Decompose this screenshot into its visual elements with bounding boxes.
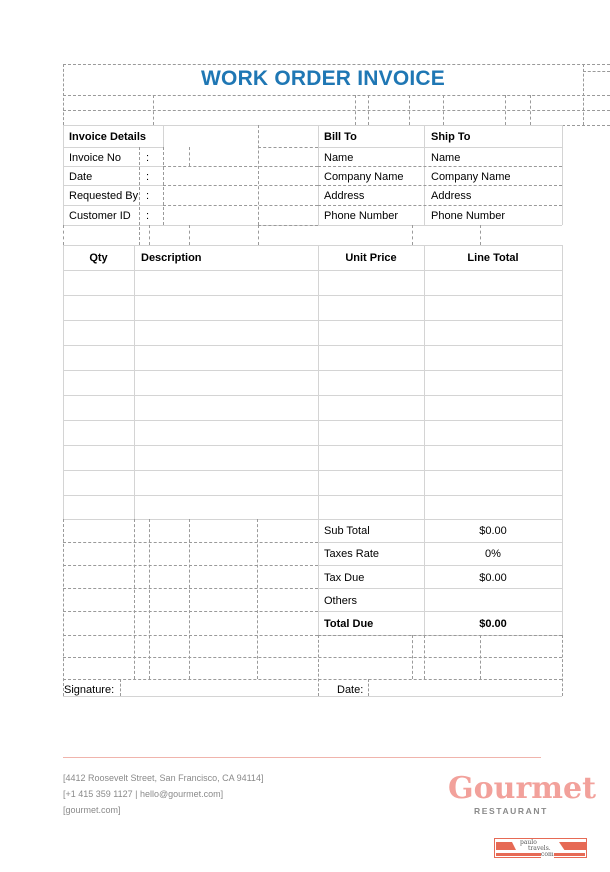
tax-due-label: Tax Due bbox=[324, 572, 365, 584]
bill-to-heading: Bill To bbox=[324, 131, 357, 143]
customer-id-sep: : bbox=[146, 210, 150, 222]
gourmet-logo: Gourmet bbox=[448, 771, 596, 806]
ship-to-name[interactable]: Name bbox=[431, 152, 461, 164]
grid-line bbox=[318, 542, 562, 543]
grid-line bbox=[409, 95, 410, 125]
ship-to-heading: Ship To bbox=[431, 131, 471, 143]
grid-line bbox=[134, 519, 135, 679]
date-signature-field[interactable] bbox=[369, 680, 562, 696]
grid-line bbox=[480, 635, 481, 679]
grid-line bbox=[258, 225, 318, 226]
invoice-no-field[interactable] bbox=[164, 148, 318, 166]
date-sep: : bbox=[146, 171, 150, 183]
grid-line bbox=[355, 95, 356, 125]
line-total-header: Line Total bbox=[467, 252, 519, 264]
others-label: Others bbox=[324, 595, 358, 607]
description-header: Description bbox=[141, 252, 202, 264]
footer-divider bbox=[63, 757, 541, 758]
footer-website[interactable]: [gourmet.com] bbox=[63, 805, 121, 815]
bill-to-company[interactable]: Company Name bbox=[324, 171, 404, 183]
total-due-label: Total Due bbox=[324, 618, 374, 630]
badge-text-3: com bbox=[541, 851, 554, 858]
grid-line bbox=[318, 635, 319, 696]
customer-id-label: Customer ID bbox=[69, 210, 131, 222]
customer-id-field[interactable] bbox=[164, 206, 318, 225]
grid-line bbox=[63, 64, 64, 125]
invoice-no-label: Invoice No bbox=[69, 152, 121, 164]
grid-line bbox=[149, 519, 150, 679]
watermark-badge bbox=[494, 838, 587, 858]
unit-price-header: Unit Price bbox=[345, 252, 397, 264]
grid-line bbox=[318, 147, 562, 148]
footer-address: [4412 Roosevelt Street, San Francisco, CA 94114] bbox=[63, 773, 264, 783]
grid-line bbox=[424, 635, 425, 679]
grid-line bbox=[63, 110, 610, 111]
grid-line bbox=[63, 64, 610, 65]
grid-line bbox=[318, 205, 562, 206]
grid-line bbox=[63, 245, 562, 246]
grid-line bbox=[63, 125, 64, 225]
grid-line bbox=[63, 635, 318, 636]
grid-line bbox=[562, 125, 563, 225]
badge-text-2: travels. bbox=[528, 845, 551, 852]
bill-to-name[interactable]: Name bbox=[324, 152, 354, 164]
badge-stripe-right bbox=[559, 842, 586, 850]
badge-stripe-left bbox=[496, 842, 516, 850]
grid-line bbox=[63, 147, 163, 148]
subtotal-label: Sub Total bbox=[324, 525, 370, 537]
grid-line bbox=[318, 565, 562, 566]
invoice-details-heading: Invoice Details bbox=[69, 131, 147, 143]
subtotal-value: $0.00 bbox=[479, 525, 507, 537]
grid-line bbox=[412, 225, 413, 245]
grid-line bbox=[149, 225, 150, 245]
footer-contact: [+1 415 359 1127 | hello@gourmet.com] bbox=[63, 789, 224, 799]
item-row[interactable] bbox=[64, 271, 562, 295]
grid-line bbox=[63, 125, 562, 126]
grid-line bbox=[318, 588, 562, 589]
grid-line bbox=[318, 611, 562, 612]
grid-line bbox=[139, 147, 140, 245]
grid-line bbox=[63, 185, 163, 186]
grid-line bbox=[412, 635, 413, 679]
grid-line bbox=[562, 635, 563, 696]
tax-rate-value[interactable]: 0% bbox=[485, 548, 501, 560]
title-block bbox=[63, 64, 583, 96]
grid-line bbox=[163, 125, 164, 147]
item-row[interactable] bbox=[64, 396, 562, 420]
ship-to-company[interactable]: Company Name bbox=[431, 171, 511, 183]
bill-to-phone[interactable]: Phone Number bbox=[324, 210, 398, 222]
grid-line bbox=[562, 245, 563, 635]
grid-line bbox=[318, 166, 562, 167]
signature-field[interactable] bbox=[121, 680, 318, 696]
date-signature-label: Date: bbox=[337, 684, 364, 696]
grid-line bbox=[63, 95, 610, 96]
item-row[interactable] bbox=[64, 421, 562, 445]
grid-line bbox=[63, 519, 64, 696]
grid-line bbox=[63, 657, 562, 658]
item-row[interactable] bbox=[64, 371, 562, 395]
grid-line bbox=[368, 95, 369, 125]
requested-by-label: Requested By bbox=[69, 190, 139, 202]
date-field[interactable] bbox=[164, 167, 318, 185]
grid-line bbox=[153, 95, 154, 125]
item-row[interactable] bbox=[64, 446, 562, 470]
grid-line bbox=[63, 542, 318, 543]
grid-line bbox=[63, 519, 562, 520]
grid-line bbox=[583, 64, 584, 125]
grid-line bbox=[318, 635, 562, 636]
grid-line bbox=[530, 95, 531, 125]
grid-line bbox=[189, 225, 190, 245]
others-value[interactable] bbox=[424, 594, 562, 608]
total-due-value: $0.00 bbox=[479, 618, 507, 630]
item-row[interactable] bbox=[64, 296, 562, 320]
grid-line bbox=[318, 185, 562, 186]
qty-header: Qty bbox=[89, 252, 108, 264]
grid-line bbox=[63, 225, 64, 245]
date-label: Date bbox=[69, 171, 93, 183]
grid-line bbox=[318, 125, 319, 225]
grid-line bbox=[63, 696, 562, 697]
tax-rate-label: Taxes Rate bbox=[324, 548, 380, 560]
invoice-no-sep: : bbox=[146, 152, 150, 164]
grid-line bbox=[63, 166, 163, 167]
grid-line bbox=[257, 519, 258, 679]
grid-line bbox=[63, 565, 318, 566]
grid-line bbox=[480, 225, 481, 245]
item-row[interactable] bbox=[64, 496, 562, 519]
signature-label: Signature: bbox=[64, 684, 115, 696]
item-row[interactable] bbox=[64, 346, 562, 370]
grid-line bbox=[443, 95, 444, 125]
grid-line bbox=[583, 71, 610, 72]
grid-line bbox=[63, 611, 318, 612]
grid-line bbox=[505, 95, 506, 125]
grid-line bbox=[63, 588, 318, 589]
grid-line bbox=[424, 125, 425, 225]
grid-line bbox=[562, 125, 610, 126]
requested-by-sep: : bbox=[146, 190, 150, 202]
ship-to-address[interactable]: Address bbox=[431, 190, 472, 202]
tax-due-value: $0.00 bbox=[479, 572, 507, 584]
item-row[interactable] bbox=[64, 321, 562, 345]
ship-to-phone[interactable]: Phone Number bbox=[431, 210, 505, 222]
page-title: WORK ORDER INVOICE bbox=[201, 67, 445, 90]
grid-line bbox=[189, 519, 190, 679]
bill-to-address[interactable]: Address bbox=[324, 190, 365, 202]
grid-line bbox=[63, 205, 163, 206]
grid-line bbox=[258, 225, 259, 245]
requested-by-field[interactable] bbox=[164, 186, 318, 205]
gourmet-logo-subtitle: RESTAURANT bbox=[474, 806, 548, 816]
badge-text-1: paulo bbox=[520, 839, 537, 846]
item-row[interactable] bbox=[64, 471, 562, 495]
